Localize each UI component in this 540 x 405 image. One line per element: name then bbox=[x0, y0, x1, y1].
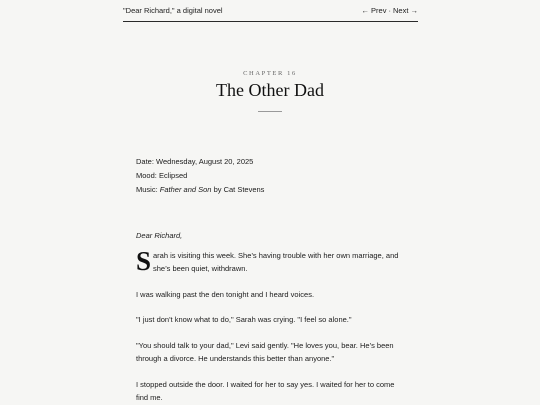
nav-separator: · bbox=[388, 6, 391, 15]
letter-salutation: Dear Richard, bbox=[136, 231, 183, 240]
chapter-number: CHAPTER 16 bbox=[243, 70, 297, 77]
title-divider bbox=[258, 111, 282, 112]
entry-date bbox=[136, 155, 416, 169]
entry-mood bbox=[136, 169, 416, 183]
chapter-navigation bbox=[361, 6, 418, 15]
drop-cap: S bbox=[136, 245, 152, 276]
letter-paragraph: "I just don't know what to do," Sarah was crying. "I feel so alone." bbox=[136, 315, 352, 324]
letter-body bbox=[136, 229, 406, 405]
paragraph-text: arah is visiting this week. She’s having trouble with her own marriage, and she’s been quiet, withdrawn. bbox=[153, 250, 399, 273]
date-value: Wednesday, August 20, 2025 bbox=[156, 157, 254, 166]
date-label: Date: bbox=[136, 157, 154, 166]
music-song-title: Father and Son bbox=[159, 184, 212, 194]
next-chapter-link[interactable]: Next → bbox=[392, 6, 418, 15]
mood-value: Eclipsed bbox=[158, 170, 188, 180]
letter-paragraph: I was walking past the den tonight and I heard voices. bbox=[136, 289, 315, 299]
mood-label: Mood: bbox=[136, 170, 157, 180]
book-title: "Dear Richard," a digital novel bbox=[123, 6, 223, 15]
music-label: Music: bbox=[136, 184, 158, 194]
letter-paragraph: "You should talk to your dad," Levi said gently. "He loves you, bear. He’s been through a divorce. He understands this better than anyone." bbox=[136, 340, 394, 363]
letter-paragraph: I stopped outside the door. I waited for her to say yes. I waited for her to come find me. bbox=[136, 379, 395, 402]
music-artist: by Cat Stevens bbox=[213, 184, 265, 194]
top-navigation-bar bbox=[123, 0, 418, 22]
prev-chapter-link[interactable]: ← Prev bbox=[361, 6, 387, 15]
chapter-title: The Other Dad bbox=[216, 80, 324, 100]
letter-paragraph bbox=[136, 245, 406, 276]
entry-music bbox=[136, 183, 416, 197]
entry-metadata bbox=[136, 155, 416, 196]
